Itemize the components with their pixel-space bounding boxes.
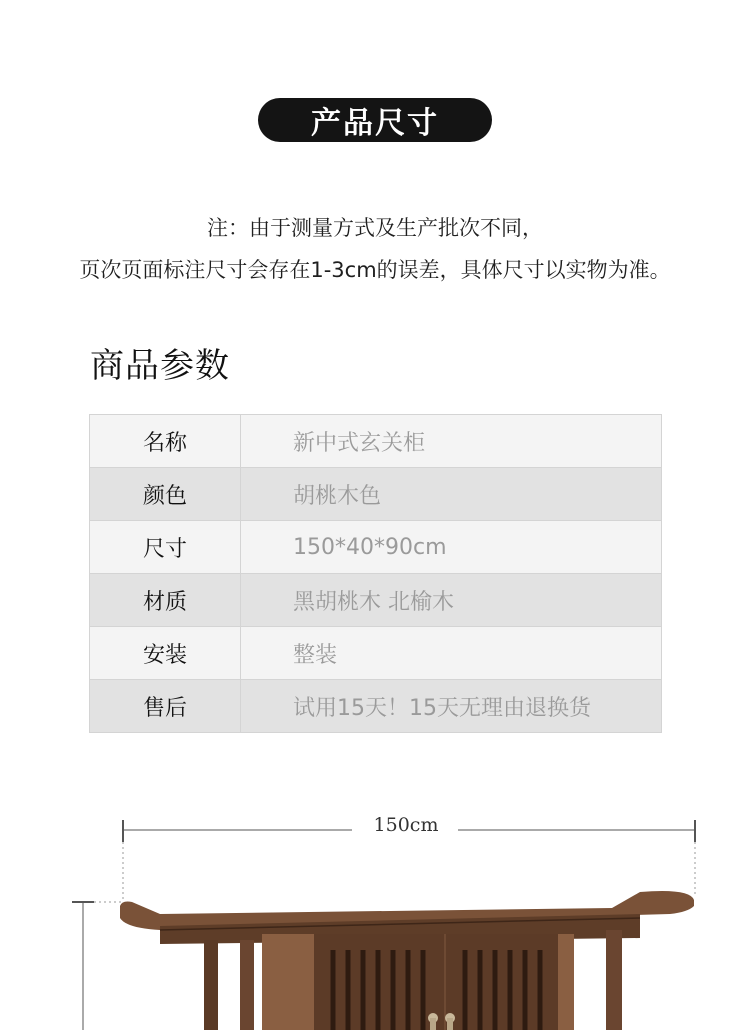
param-value: 整装 bbox=[241, 627, 662, 680]
table-row bbox=[90, 415, 662, 468]
section-header-title: 产品尺寸 bbox=[311, 106, 439, 141]
note-line-2: 页次页面标注尺寸会存在1-3cm的误差，具体尺寸以实物为准。 bbox=[79, 258, 671, 282]
param-label: 安装 bbox=[90, 627, 241, 680]
param-label: 尺寸 bbox=[90, 521, 241, 574]
table-row bbox=[90, 468, 662, 521]
section-header-pill bbox=[258, 98, 492, 142]
params-title: 商品参数 bbox=[90, 346, 230, 386]
param-value: 新中式玄关柜 bbox=[241, 415, 662, 468]
param-label: 颜色 bbox=[90, 468, 241, 521]
height-dimension-line bbox=[72, 902, 123, 1030]
param-value: 黑胡桃木 北榆木 bbox=[241, 574, 662, 627]
param-label: 材质 bbox=[90, 574, 241, 627]
table-row bbox=[90, 521, 662, 574]
param-value: 胡桃木色 bbox=[241, 468, 662, 521]
table-row bbox=[90, 627, 662, 680]
width-dimension-label: 150cm bbox=[358, 814, 454, 836]
params-table bbox=[89, 414, 662, 733]
param-value: 150*40*90cm bbox=[241, 521, 662, 574]
note-line-1: 注：由于测量方式及生产批次不同， bbox=[207, 216, 543, 240]
table-row bbox=[90, 574, 662, 627]
param-value: 试用15天！15天无理由退换货 bbox=[241, 680, 662, 733]
param-label: 名称 bbox=[90, 415, 241, 468]
param-label: 售后 bbox=[90, 680, 241, 733]
table-row bbox=[90, 680, 662, 733]
cabinet-illustration bbox=[120, 891, 694, 1030]
